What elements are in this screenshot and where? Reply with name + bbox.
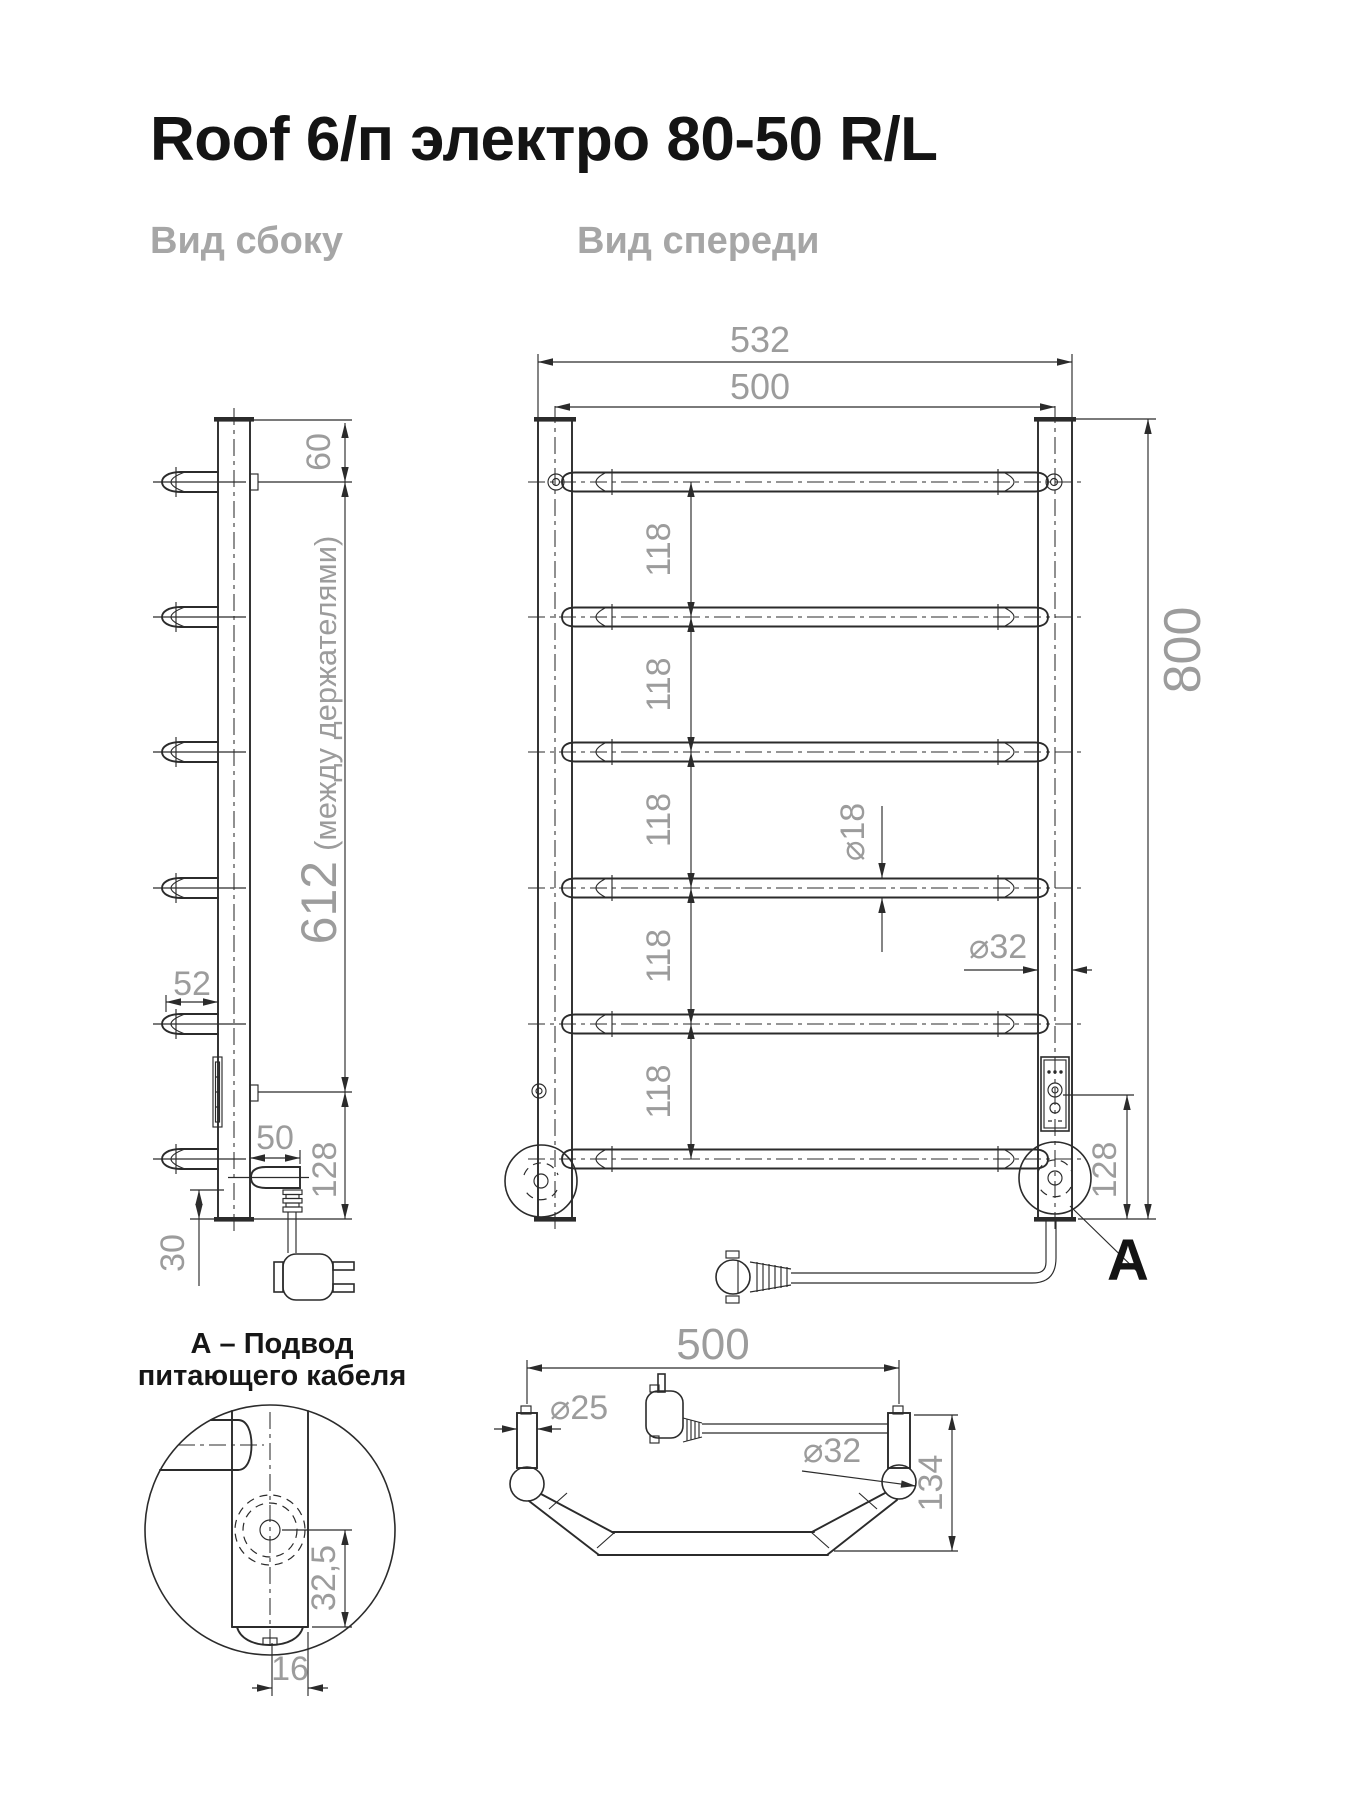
dim-32-5: 32,5 <box>305 1544 343 1612</box>
detail-rung-end <box>160 1420 264 1470</box>
dim-612 <box>291 536 347 945</box>
front-view-label: Вид спереди <box>577 220 820 262</box>
heater-housing <box>228 1167 309 1188</box>
dim-800: 800 <box>1154 606 1212 694</box>
side-view-label: Вид сбоку <box>150 220 343 262</box>
right-tube-bottom-cap <box>1034 1217 1076 1222</box>
dim-118: 118 <box>640 1064 678 1119</box>
rung <box>153 467 246 497</box>
front-view <box>505 319 1212 1303</box>
dim-30: 30 <box>154 1234 192 1272</box>
tube-bottom-cap <box>214 1217 254 1222</box>
rung <box>153 873 246 903</box>
rung <box>528 875 1082 901</box>
dim-118: 118 <box>640 522 678 577</box>
rung <box>153 602 246 632</box>
upper-bracket-stub <box>250 474 258 490</box>
rung <box>528 1146 1082 1172</box>
power-plug-side <box>274 1254 354 1300</box>
dim-118: 118 <box>640 792 678 848</box>
front-dimensions <box>538 319 1212 1293</box>
dim-52: 52 <box>173 965 211 1003</box>
dim-500: 500 <box>729 366 791 407</box>
dim-128-side: 128 <box>306 1141 344 1199</box>
rung <box>153 1009 246 1039</box>
detail-title-line2: питающего кабеля <box>137 1360 407 1392</box>
dim-612-note: (между держателями) <box>308 535 343 851</box>
left-tube-top-cap <box>534 417 576 422</box>
page-title: Roof 6/п электро 80-50 R/L <box>150 105 938 174</box>
power-plug-front <box>716 1251 791 1303</box>
lower-left-screw <box>532 1084 546 1098</box>
dim-d25: ⌀25 <box>549 1389 609 1427</box>
rung <box>528 1011 1082 1037</box>
left-tube-top <box>510 1406 544 1501</box>
dim-500-bottom: 500 <box>676 1320 750 1369</box>
dim-612-value: 612 <box>291 860 347 945</box>
dim-50: 50 <box>256 1119 294 1157</box>
dim-118: 118 <box>640 657 678 712</box>
cable-gland-side <box>283 1190 302 1212</box>
tube-top-cap <box>214 417 254 422</box>
header <box>150 105 938 262</box>
detail-view <box>138 1328 407 1696</box>
side-view <box>153 408 354 1300</box>
dim-60: 60 <box>300 433 338 471</box>
detail-title-line1: А – Подвод <box>190 1328 354 1360</box>
dim-118: 118 <box>640 928 678 984</box>
callout-a-label: A <box>1107 1228 1149 1293</box>
wall-mount-left <box>505 1145 577 1217</box>
bottom-view <box>494 1320 958 1555</box>
tube-centerlines <box>555 406 1055 1234</box>
dim-128-front: 128 <box>1086 1141 1124 1199</box>
dim-16: 16 <box>271 1650 309 1688</box>
u-bend-tube <box>529 1493 897 1555</box>
detail-dimensions <box>252 1530 352 1696</box>
rung <box>153 737 246 767</box>
dim-d32-bottom: ⌀32 <box>802 1432 862 1470</box>
right-tube-top-cap <box>1034 417 1076 422</box>
lower-bracket-stub <box>250 1085 258 1101</box>
power-cable-front <box>791 1221 1056 1283</box>
dim-d18: ⌀18 <box>834 802 872 862</box>
dim-134: 134 <box>912 1454 950 1512</box>
rung <box>528 469 1082 495</box>
rung <box>528 604 1082 630</box>
dim-532: 532 <box>729 319 791 360</box>
dim-d32: ⌀32 <box>968 928 1028 966</box>
rung <box>528 739 1082 765</box>
power-cable-side <box>288 1212 296 1253</box>
rung <box>153 1144 246 1174</box>
side-dimensions <box>154 420 352 1286</box>
